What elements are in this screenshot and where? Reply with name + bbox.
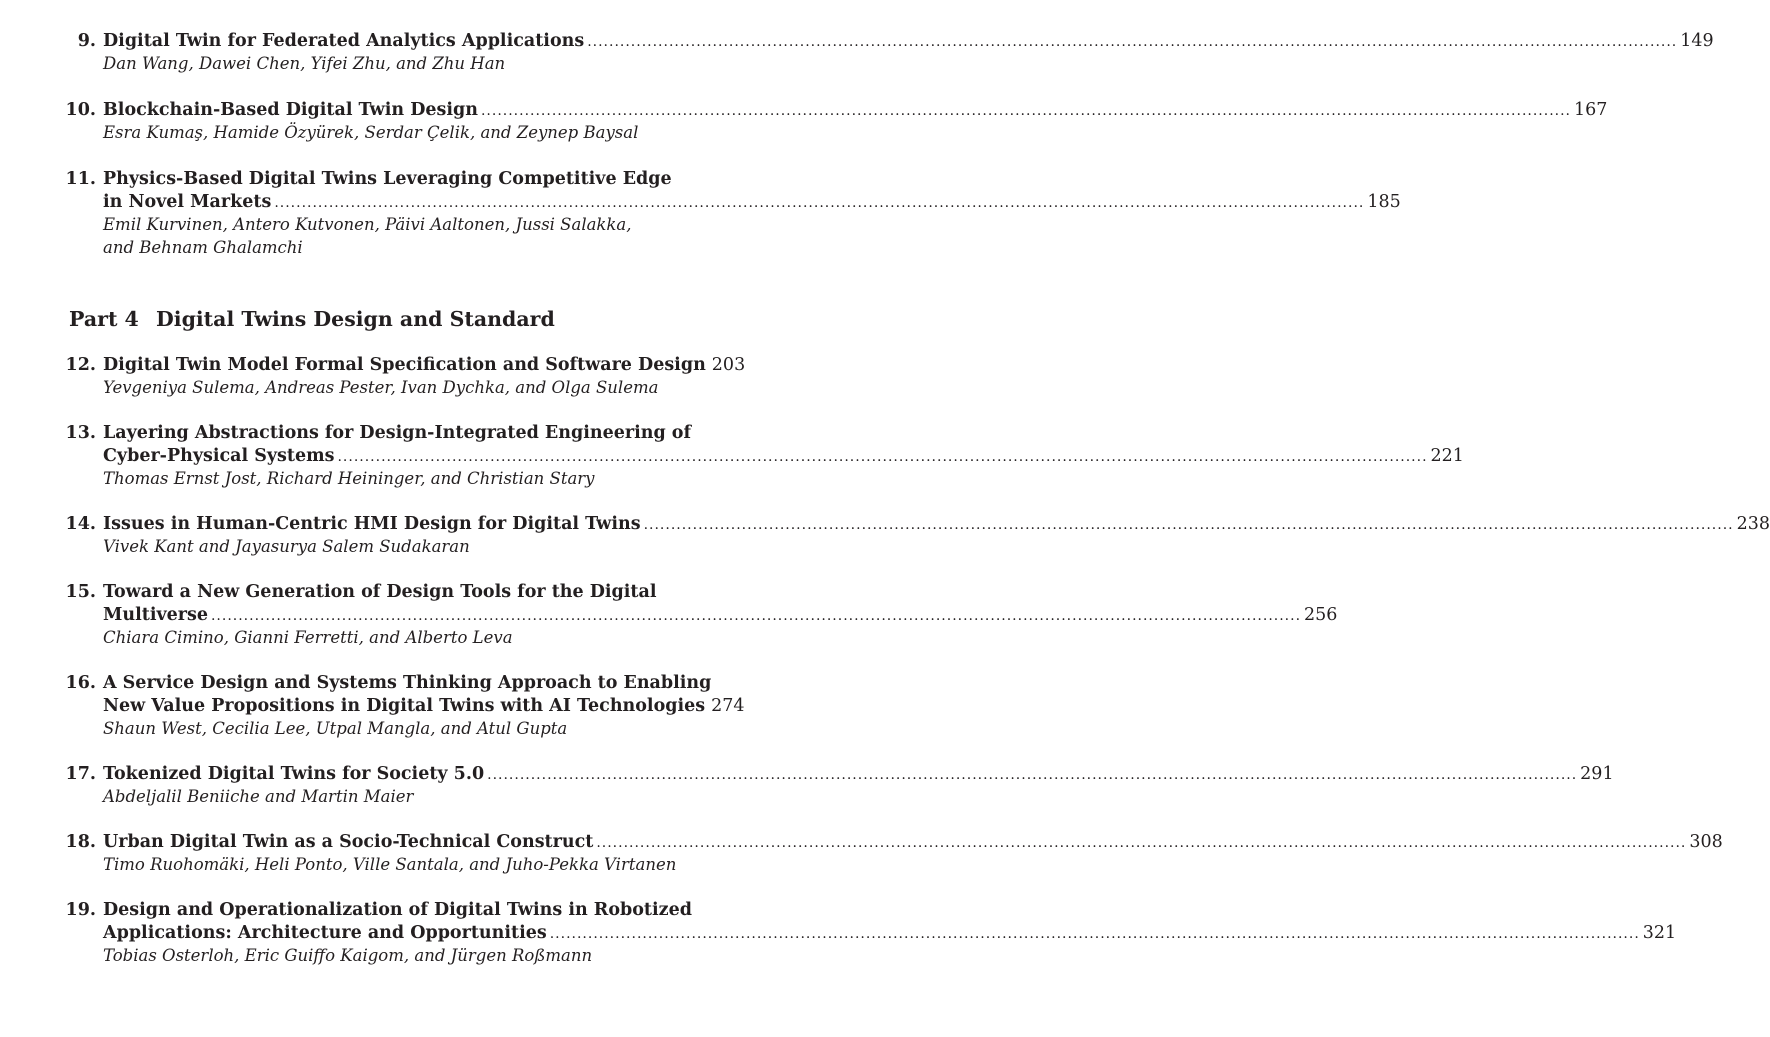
- entry-title-line: [103, 354, 746, 376]
- entry-number: 14.: [65, 514, 96, 534]
- entry-title-line: [103, 763, 1614, 785]
- entry-title-line: [103, 513, 1770, 535]
- entry-number: 16.: [65, 673, 96, 693]
- entry-authors: Tobias Osterloh, Eric Guiffo Kaigom, and Jürgen Roßmann: [103, 946, 593, 965]
- entry-title: Tokenized Digital Twins for Society 5.0: [103, 764, 485, 784]
- entry-title: Applications: Architecture and Opportunities: [103, 923, 547, 943]
- entry-title: in Novel Markets: [103, 192, 272, 212]
- entry-number: 18.: [65, 832, 96, 852]
- page-number: 238: [1736, 514, 1770, 534]
- entry-number: 9.: [77, 31, 96, 51]
- entry-title-line: [103, 30, 1714, 52]
- entry-title: New Value Propositions in Digital Twins with AI Technologies: [103, 696, 706, 716]
- entry-title-line: [103, 695, 745, 717]
- page-number: 291: [1580, 764, 1614, 784]
- entry-authors: Timo Ruohomäki, Heli Ponto, Ville Santala, and Juho-Pekka Virtanen: [103, 855, 677, 874]
- page-number: 149: [1680, 31, 1714, 51]
- dot-leader: ........................................................................................................................................................................................................: [274, 195, 1365, 211]
- entry-number: 15.: [65, 582, 96, 602]
- part-heading: [69, 306, 555, 332]
- entry-title: Cyber-Physical Systems: [103, 446, 335, 466]
- entry-title: Blockchain-Based Digital Twin Design: [103, 100, 478, 120]
- entry-title: A Service Design and Systems Thinking Approach to Enabling: [103, 673, 712, 693]
- entry-authors: Dan Wang, Dawei Chen, Yifei Zhu, and Zhu Han: [103, 54, 506, 73]
- entry-title: Toward a New Generation of Design Tools for the Digital: [103, 582, 657, 602]
- entry-authors: Esra Kumaş, Hamide Özyürek, Serdar Çelik, and Zeynep Baysal: [103, 123, 639, 142]
- entry-authors: Vivek Kant and Jayasurya Salem Sudakaran: [103, 537, 470, 556]
- dot-leader: ........................................................................................................................................................................................................: [487, 767, 1578, 783]
- entry-authors: Shaun West, Cecilia Lee, Utpal Mangla, and Atul Gupta: [103, 719, 568, 738]
- entry-title: Design and Operationalization of Digital Twins in Robotized: [103, 900, 692, 920]
- page-number: 308: [1689, 832, 1723, 852]
- dot-leader: ........................................................................................................................................................................................................: [480, 103, 1572, 119]
- page-number: 256: [1304, 605, 1338, 625]
- page-number: 185: [1367, 192, 1401, 212]
- page-number: 167: [1574, 100, 1608, 120]
- entry-title: Digital Twin Model Formal Specification and Software Design: [103, 355, 706, 375]
- dot-leader: ........................................................................................................................................................................................................: [587, 34, 1678, 50]
- entry-title: Layering Abstractions for Design-Integrated Engineering of: [103, 423, 691, 443]
- part-title: Digital Twins Design and Standard: [156, 307, 555, 331]
- entry-number: 17.: [65, 764, 96, 784]
- entry-title: Issues in Human-Centric HMI Design for Digital Twins: [103, 514, 641, 534]
- entry-title-line: [103, 445, 1464, 467]
- dot-leader: ........................................................................................................................................................................................................: [549, 926, 1640, 942]
- entry-authors: and Behnam Ghalamchi: [103, 238, 303, 257]
- entry-number: 13.: [65, 423, 96, 443]
- entry-title-line: [103, 604, 1338, 626]
- entry-title: Digital Twin for Federated Analytics Applications: [103, 31, 585, 51]
- dot-leader: ........................................................................................................................................................................................................: [643, 517, 1734, 533]
- entry-authors: Chiara Cimino, Gianni Ferretti, and Alberto Leva: [103, 628, 513, 647]
- dot-leader: ........................................................................................................................................................................................................: [337, 449, 1428, 465]
- entry-title: Urban Digital Twin as a Socio-Technical Construct: [103, 832, 594, 852]
- entry-title-line: [103, 99, 1608, 121]
- entry-number: 10.: [65, 100, 96, 120]
- page-number: 274: [711, 696, 745, 716]
- part-number: Part 4: [69, 307, 139, 331]
- entry-title: Multiverse: [103, 605, 208, 625]
- entry-authors: Yevgeniya Sulema, Andreas Pester, Ivan Dychka, and Olga Sulema: [103, 378, 659, 397]
- entry-title-line: [103, 191, 1401, 213]
- entry-authors: Abdeljalil Beniiche and Martin Maier: [103, 787, 414, 806]
- page-number: 321: [1642, 923, 1677, 943]
- entry-number: 19.: [65, 900, 96, 920]
- entry-authors: Emil Kurvinen, Antero Kutvonen, Päivi Aaltonen, Jussi Salakka,: [103, 215, 632, 234]
- entry-number: 12.: [65, 355, 96, 375]
- entry-title-line: [103, 831, 1723, 853]
- dot-leader: ........................................................................................................................................................................................................: [210, 608, 1302, 624]
- dot-leader: ........................................................................................................................................................................................................: [596, 835, 1687, 851]
- entry-title: Physics-Based Digital Twins Leveraging Competitive Edge: [103, 169, 672, 189]
- page-number: 203: [711, 355, 746, 375]
- page-number: 221: [1430, 446, 1464, 466]
- entry-authors: Thomas Ernst Jost, Richard Heininger, and Christian Stary: [103, 469, 595, 488]
- entry-number: 11.: [65, 169, 96, 189]
- entry-title-line: [103, 922, 1677, 944]
